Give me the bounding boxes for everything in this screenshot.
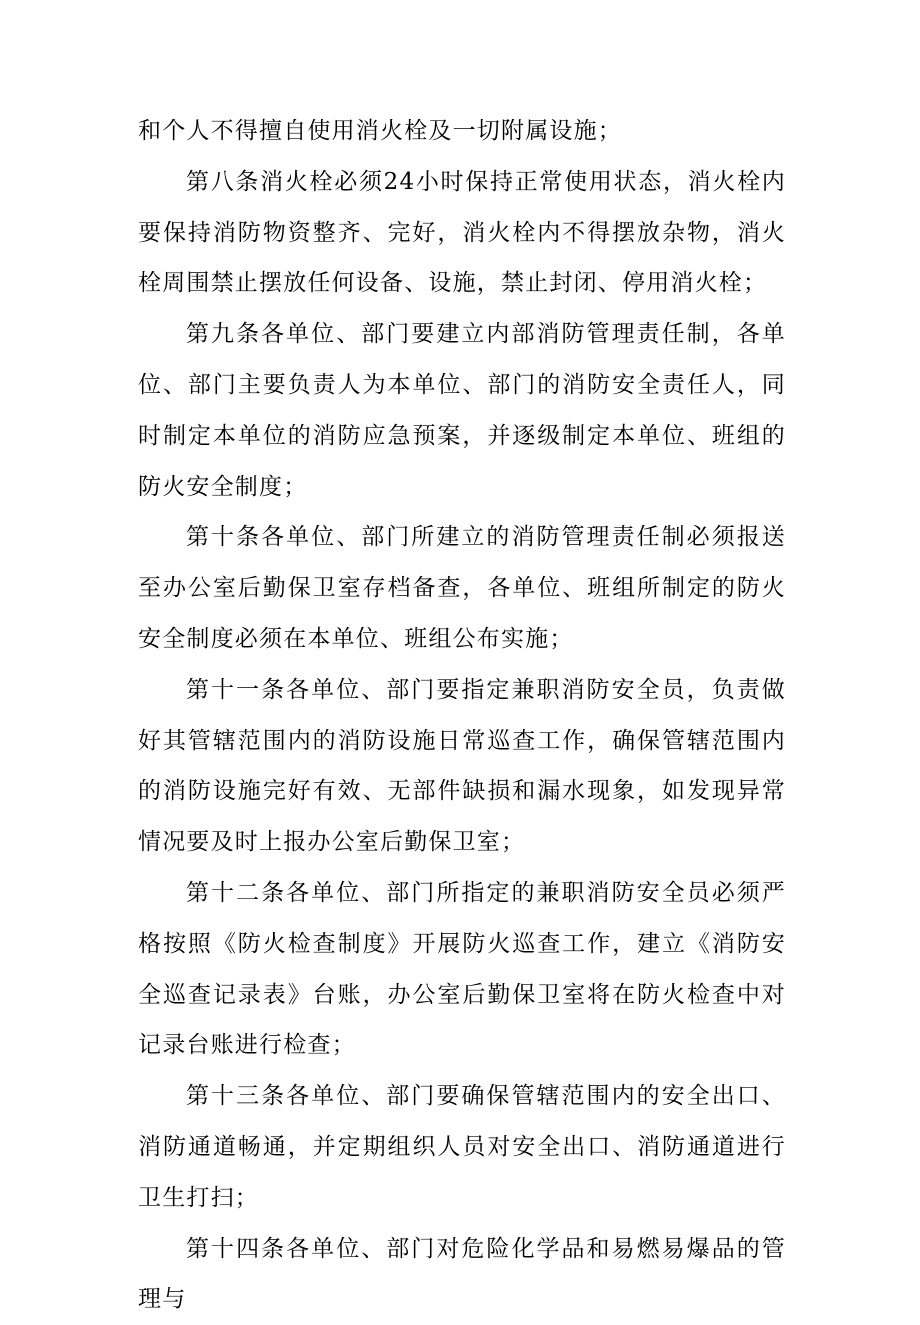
- paragraph-article-14: 第十四条各单位、部门对危险化学品和易燃易爆品的管理与: [138, 1235, 786, 1313]
- paragraph-article-10: 第十条各单位、部门所建立的消防管理责任制必须报送至办公室后勤保卫室存档备查，各单位、班组所制定的防火安全制度必须在本单位、班组公布实施；: [138, 524, 786, 652]
- paragraph-article-12: 第十二条各单位、部门所指定的兼职消防安全员必须严格按照《防火检查制度》开展防火巡查工作，建立《消防安全巡查记录表》台账，办公室后勤保卫室将在防火检查中对记录台账进行检查；: [138, 879, 786, 1059]
- paragraph-article-11: 第十一条各单位、部门要指定兼职消防安全员，负责做好其管辖范围内的消防设施日常巡查工作，确保管辖范围内的消防设施完好有效、无部件缺损和漏水现象，如发现异常情况要及时上报办公室后勤保卫室；: [138, 676, 786, 856]
- paragraph-article-13: 第十三条各单位、部门要确保管辖范围内的安全出口、消防通道畅通，并定期组织人员对安全出口、消防通道进行卫生打扫；: [138, 1083, 786, 1211]
- paragraph-continuation: 和个人不得擅自使用消火栓及一切附属设施；: [138, 118, 622, 144]
- document-body: [138, 106, 786, 1325]
- paragraph-article-8: 第八条消火栓必须24小时保持正常使用状态，消火栓内要保持消防物资整齐、完好，消火栓内不得摆放杂物，消火栓周围禁止摆放任何设备、设施，禁止封闭、停用消火栓；: [138, 168, 786, 297]
- paragraph-article-9: 第九条各单位、部门要建立内部消防管理责任制，各单位、部门主要负责人为本单位、部门的消防安全责任人，同时制定本单位的消防应急预案，并逐级制定本单位、班组的防火安全制度；: [138, 321, 786, 500]
